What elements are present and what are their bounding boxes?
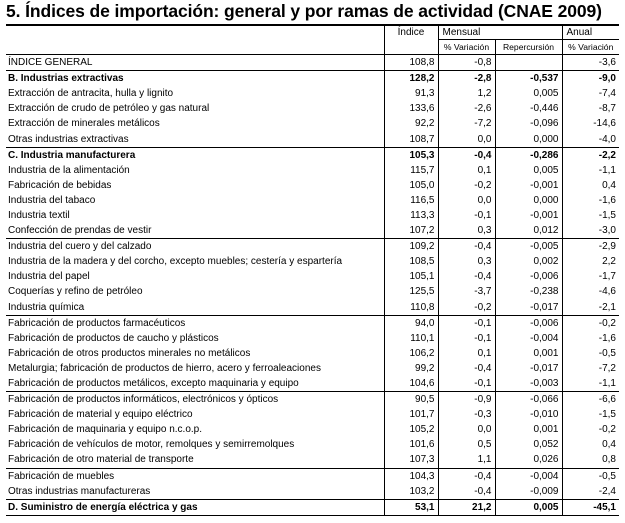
table-row [6, 484, 619, 500]
row-var-mensual: 21,2 [438, 499, 495, 515]
row-repercusion: 0,005 [495, 163, 562, 178]
row-repercusion: -0,003 [495, 376, 562, 392]
row-name: Industria de la madera y del corcho, excepto muebles; cestería y espartería [8, 256, 343, 268]
row-var-mensual: -0,4 [438, 147, 495, 163]
row-name: Fabricación de otros productos minerales no metálicos [8, 347, 251, 359]
row-var-anual: -3,0 [562, 223, 619, 239]
row-indice: 92,2 [384, 116, 438, 131]
row-name: Fabricación de productos farmacéuticos [6, 315, 384, 331]
row-var-mensual: -0,8 [438, 55, 495, 71]
row-repercusion: 0,012 [495, 223, 562, 239]
row-indice: 110,1 [384, 331, 438, 346]
table-row [6, 361, 619, 376]
row-indice: 104,3 [384, 468, 438, 484]
row-indice: 101,6 [384, 437, 438, 452]
row-var-mensual: -0,4 [438, 361, 495, 376]
row-var-anual: -1,1 [562, 376, 619, 392]
row-var-mensual: -0,1 [438, 376, 495, 392]
row-var-anual: -1,5 [562, 208, 619, 223]
row-repercusion: -0,010 [495, 407, 562, 422]
row-var-mensual: -0,3 [438, 407, 495, 422]
row-repercusion: 0,026 [495, 452, 562, 468]
row-name: Fabricación de productos de caucho y plásticos [8, 332, 219, 344]
row-indice: 116,5 [384, 193, 438, 208]
row-var-mensual: -0,4 [438, 269, 495, 284]
row-repercusion: -0,009 [495, 484, 562, 500]
row-repercusion: -0,006 [495, 315, 562, 331]
row-var-anual: 0,4 [562, 437, 619, 452]
table-row [6, 392, 619, 408]
row-indice: 108,8 [384, 55, 438, 71]
row-name: Otras industrias manufactureras [8, 485, 151, 497]
row-indice: 108,7 [384, 131, 438, 147]
table-row [6, 468, 619, 484]
row-var-mensual: -0,4 [438, 468, 495, 484]
table-row [6, 376, 619, 392]
row-name: Industria del cuero y del calzado [6, 239, 384, 255]
row-indice: 128,2 [384, 71, 438, 87]
row-name: Fabricación de vehículos de motor, remolques y semirremolques [8, 439, 295, 451]
row-repercusion: -0,004 [495, 468, 562, 484]
row-name: Extracción de antracita, hulla y lignito [8, 88, 174, 100]
row-var-anual: -1,1 [562, 163, 619, 178]
row-var-anual: -4,6 [562, 284, 619, 299]
row-indice: 115,7 [384, 163, 438, 178]
row-var-anual: -1,7 [562, 269, 619, 284]
row-indice: 125,5 [384, 284, 438, 299]
row-var-anual: 2,2 [562, 254, 619, 269]
row-var-mensual: 0,0 [438, 193, 495, 208]
row-indice: 105,2 [384, 422, 438, 437]
table-row [6, 331, 619, 346]
row-var-mensual: -0,2 [438, 178, 495, 193]
row-repercusion: 0,052 [495, 437, 562, 452]
table-row [6, 163, 619, 178]
row-var-anual: -0,2 [562, 422, 619, 437]
row-indice: 99,2 [384, 361, 438, 376]
row-name: Industria del tabaco [8, 194, 96, 206]
row-repercusion: 0,001 [495, 346, 562, 361]
row-var-anual: -14,6 [562, 116, 619, 131]
row-var-mensual: 0,1 [438, 346, 495, 361]
table-row [6, 71, 619, 87]
row-var-anual: -0,2 [562, 315, 619, 331]
row-var-mensual: -0,4 [438, 239, 495, 255]
row-repercusion: -0,096 [495, 116, 562, 131]
header-row-top [6, 26, 619, 40]
row-name: Fabricación de material y equipo eléctrico [8, 409, 193, 421]
table-row [6, 101, 619, 116]
header-indice: Índice [384, 26, 438, 40]
row-repercusion: -0,001 [495, 208, 562, 223]
header-blank-indice [384, 40, 438, 55]
row-var-anual: -2,1 [562, 300, 619, 316]
row-var-anual: 0,8 [562, 452, 619, 468]
row-repercusion: -0,537 [495, 71, 562, 87]
row-repercusion: -0,017 [495, 361, 562, 376]
row-repercusion: -0,066 [495, 392, 562, 408]
row-name: Extracción de crudo de petróleo y gas natural [8, 103, 210, 115]
row-repercusion [495, 55, 562, 71]
header-anual: Anual [562, 26, 619, 40]
header-pct-variacion-mensual: % Variación [438, 40, 495, 55]
row-name: Fabricación de bebidas [8, 179, 112, 191]
row-var-anual: -1,6 [562, 331, 619, 346]
table-row [6, 437, 619, 452]
row-var-anual: -1,6 [562, 193, 619, 208]
table-row [6, 269, 619, 284]
row-var-mensual: -0,4 [438, 484, 495, 500]
row-var-anual: -45,1 [562, 499, 619, 515]
row-name: Fabricación de maquinaria y equipo n.c.o.p. [8, 424, 203, 436]
row-repercusion: -0,001 [495, 178, 562, 193]
row-var-anual: -1,5 [562, 407, 619, 422]
row-name: Fabricación de otro material de transporte [8, 454, 194, 466]
row-var-mensual: 0,1 [438, 163, 495, 178]
row-name: Confección de prendas de vestir [8, 225, 152, 237]
row-var-anual: -4,0 [562, 131, 619, 147]
row-indice: 107,2 [384, 223, 438, 239]
header-blank [6, 26, 384, 40]
row-var-anual: -2,9 [562, 239, 619, 255]
table-row [6, 178, 619, 193]
row-indice: 105,0 [384, 178, 438, 193]
row-repercusion: -0,446 [495, 101, 562, 116]
row-var-anual: -8,7 [562, 101, 619, 116]
row-var-mensual: -7,2 [438, 116, 495, 131]
table-row [6, 147, 619, 163]
table-row [6, 452, 619, 468]
row-var-anual: -0,5 [562, 468, 619, 484]
row-var-mensual: -2,8 [438, 71, 495, 87]
row-repercusion: -0,238 [495, 284, 562, 299]
header-row-sub [6, 40, 619, 55]
row-name: Industria de la alimentación [8, 164, 130, 176]
row-indice: 91,3 [384, 86, 438, 101]
table-row [6, 223, 619, 239]
row-repercusion: -0,004 [495, 331, 562, 346]
table-row [6, 422, 619, 437]
row-indice: 90,5 [384, 392, 438, 408]
row-repercusion: -0,017 [495, 300, 562, 316]
row-var-anual: -9,0 [562, 71, 619, 87]
table-row [6, 300, 619, 316]
row-repercusion: 0,002 [495, 254, 562, 269]
row-name: Industria del papel [8, 271, 90, 283]
row-indice: 103,2 [384, 484, 438, 500]
row-var-mensual: -0,2 [438, 300, 495, 316]
row-var-anual: -3,6 [562, 55, 619, 71]
row-var-mensual: 0,3 [438, 254, 495, 269]
row-name: D. Suministro de energía eléctrica y gas [6, 499, 384, 515]
row-indice: 105,3 [384, 147, 438, 163]
row-name: C. Industria manufacturera [6, 147, 384, 163]
row-indice: 53,1 [384, 499, 438, 515]
row-var-mensual: 0,5 [438, 437, 495, 452]
header-pct-variacion-anual: % Variación [562, 40, 619, 55]
row-repercusion: 0,000 [495, 131, 562, 147]
row-indice: 104,6 [384, 376, 438, 392]
row-indice: 94,0 [384, 315, 438, 331]
header-repercusion: Repercursión [495, 40, 562, 55]
table-row [6, 86, 619, 101]
row-repercusion: -0,005 [495, 239, 562, 255]
row-indice: 113,3 [384, 208, 438, 223]
table-row [6, 254, 619, 269]
row-var-mensual: -2,6 [438, 101, 495, 116]
row-var-mensual: -0,1 [438, 208, 495, 223]
row-var-mensual: -0,1 [438, 315, 495, 331]
table-row [6, 131, 619, 147]
row-name: ÍNDICE GENERAL [6, 55, 384, 71]
row-name: Extracción de minerales metálicos [8, 118, 160, 130]
row-indice: 110,8 [384, 300, 438, 316]
row-repercusion: 0,005 [495, 499, 562, 515]
row-var-anual: 0,4 [562, 178, 619, 193]
row-indice: 109,2 [384, 239, 438, 255]
row-name: Coquerías y refino de petróleo [8, 286, 143, 298]
row-name: Otras industrias extractivas [8, 133, 129, 145]
table-row [6, 239, 619, 255]
table-title: 5. Índices de importación: general y por ramas de actividad (CNAE 2009) [6, 1, 602, 21]
table-row [6, 284, 619, 299]
row-var-anual: -2,4 [562, 484, 619, 500]
row-var-mensual: 0,0 [438, 131, 495, 147]
row-name: Industria química [8, 301, 85, 313]
header-mensual: Mensual [438, 26, 562, 40]
row-var-anual: -7,2 [562, 361, 619, 376]
table-row [6, 193, 619, 208]
row-var-mensual: 1,1 [438, 452, 495, 468]
row-var-mensual: 1,2 [438, 86, 495, 101]
row-var-mensual: 0,3 [438, 223, 495, 239]
row-var-mensual: -3,7 [438, 284, 495, 299]
row-indice: 108,5 [384, 254, 438, 269]
row-repercusion: 0,005 [495, 86, 562, 101]
table-row [6, 208, 619, 223]
row-name: Fabricación de muebles [6, 468, 384, 484]
table-row [6, 407, 619, 422]
row-name: B. Industrias extractivas [6, 71, 384, 87]
row-indice: 105,1 [384, 269, 438, 284]
table-row [6, 346, 619, 361]
row-indice: 106,2 [384, 346, 438, 361]
row-repercusion: -0,286 [495, 147, 562, 163]
row-indice: 133,6 [384, 101, 438, 116]
row-name: Industria textil [8, 209, 70, 221]
row-var-mensual: 0,0 [438, 422, 495, 437]
table-row [6, 499, 619, 515]
row-var-mensual: -0,9 [438, 392, 495, 408]
table-row [6, 116, 619, 131]
row-name: Fabricación de productos metálicos, excepto maquinaria y equipo [8, 378, 299, 390]
row-repercusion: 0,000 [495, 193, 562, 208]
row-repercusion: 0,001 [495, 422, 562, 437]
row-var-mensual: -0,1 [438, 331, 495, 346]
row-name: Metalurgia; fabricación de productos de hierro, acero y ferroaleaciones [8, 362, 321, 374]
table-row [6, 55, 619, 71]
row-var-anual: -6,6 [562, 392, 619, 408]
table-row [6, 315, 619, 331]
header-blank-2 [6, 40, 384, 55]
row-indice: 107,3 [384, 452, 438, 468]
row-var-anual: -2,2 [562, 147, 619, 163]
row-repercusion: -0,006 [495, 269, 562, 284]
import-index-table [6, 26, 619, 516]
row-var-anual: -0,5 [562, 346, 619, 361]
row-name: Fabricación de productos informáticos, electrónicos y ópticos [6, 392, 384, 408]
row-indice: 101,7 [384, 407, 438, 422]
row-var-anual: -7,4 [562, 86, 619, 101]
